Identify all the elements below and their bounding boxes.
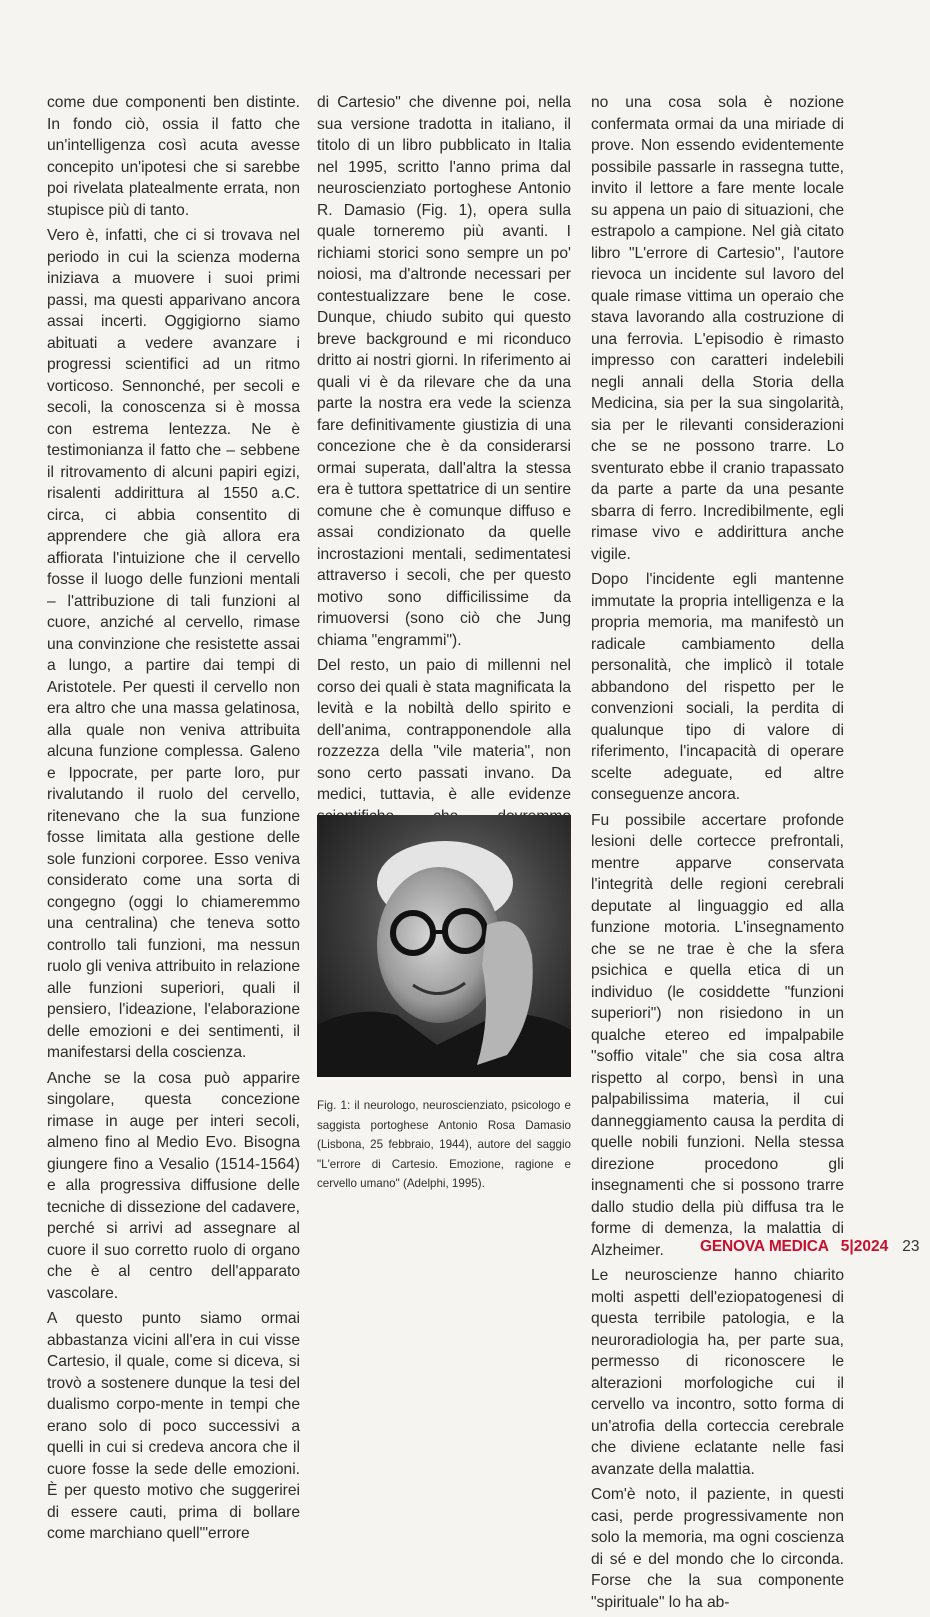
portrait-photo: [317, 815, 571, 1077]
paragraph: no una cosa sola è nozione confermata ormai da una miriade di prove. Non essendo evidentemente possibile passarle in rassegna tutte, invito il lettore a fare mente locale su appena un paio di situazioni, che estrapolo a campione. Nel già citato libro "L'errore di Cartesio", l'autore rievoca un incidente sul lavoro del quale rimase vittima un operaio che stava lavorando alla costruzione di una ferrovia. L'episodio è rimasto impresso con caratteri indelebili negli annali della Storia della Medicina, sia per la sua singolarità, sia per le rilevanti considerazioni che se ne possono trarre. Lo sventurato ebbe il cranio trapassato da parte a parte da una pesante sbarra di ferro. Incredibilmente, egli rimase vivo e addirittura anche vigile.: [591, 94, 844, 563]
paragraph: Del resto, un paio di millenni nel corso dei quali è stata magnificata la levità e la nobiltà dello spirito e dell'anima, contrapponendole alla rozzezza della "vile materia", non sono certo passati invano. Da medici, tuttavia, è alle evidenze: [317, 657, 571, 803]
paragraph: Le neuroscienze hanno chiarito molti aspetti dell'eziopatogenesi di questa terribile patologia, e la neuroradiologia ha, per parte sua, permesso di riconoscere le alterazioni morfologiche cui il cervello va incontro, sotto forma di un'atrofia della corteccia cerebrale che diviene eclatante nelle fasi avanzate della malattia.: [591, 1267, 844, 1478]
figure-caption: Fig. 1: il neurologo, neuroscienziato, psicologo e saggista portoghese Antonio Rosa Damasio (Lisbona, 25 febbraio, 1944), autore del saggio "L'errore di Cartesio. Emozione, ragione e cervello umano" (Adelphi, 1995).: [317, 1099, 571, 1190]
paragraph: Dopo l'incidente egli mantenne immutate la propria intelligenza e la propria memoria, ma manifestò un radicale cambiamento della personalità, che implicò il totale abbandono del rispetto per le convenzioni sociali, la perdita di qualunque tipo di valore di riferimento, l'incapacità di operare scelte adeguate, ed altre conseguenze ancora.: [591, 571, 844, 803]
page-footer: [700, 1238, 920, 1260]
paragraph: Vero è, infatti, che ci si trovava nel periodo in cui la scienza moderna iniziava a muovere i suoi primi passi, ma questi apparivano ancora assai incerti. Oggigiorno siamo abituati a vedere avanzare i progressi scientifici ad un ritmo vorticoso. Sennonché, per secoli e secoli, la conoscenza si è mossa con estrema lentezza. Ne è testimonianza il fatto che – sebbene il ritrovamento di alcuni papiri egizi, risalenti addirittura al 1550 a.C. circa, ci abbia consentito di apprendere che già allora era affiorata l'intuizione che il cervello fosse il luogo delle funzioni mentali – l'attribuzione di tali funzioni al cuore, anziché al cervello, rimase una convinzione che resistette assai a lungo, a partire dai tempi di Aristotele. Per questi il cervello non era altro che una massa gelatinosa, alla quale non veniva attribuita alcuna funzione complessa. Galeno e Ippocrate, per parte loro, pur rivalutando il ruolo del cervello, ritenevano che la sua funzione fosse limitata alla gestione delle sole funzioni corporee. Esso veniva considerato come una sorta di congegno (oggi lo chiameremmo una centralina) che teneva sotto controllo tali funzioni, ma nessun ruolo gli veniva attribuito in relazione alle funzioni superiori, quali il pensiero, l'ideazione, l'elaborazione delle emozioni e dei sentimenti, il manifestarsi della coscienza.: [47, 227, 300, 1061]
text-column-1: [47, 92, 300, 1549]
paragraph: come due componenti ben distinte. In fondo ciò, ossia il fatto che un'intelligenza così acuta avesse concepito un'ipotesi che si sarebbe poi rivelata platealmente errata, non stupisce più di tanto.: [47, 94, 300, 219]
magazine-name-part2: MEDICA: [768, 1238, 829, 1255]
paragraph: Fu possibile accertare profonde lesioni delle cortecce prefrontali, mentre apparve conservata l'integrità delle regioni cerebrali deputate al linguaggio ed alla funzione motoria. L'insegnamento che se ne trae è che la sfera psichica e quella etica di un individuo (le cosiddette "funzioni superiori") non risiedono in un qualche etereo ed impalpabile "soffio vitale" che sia cosa altra rispetto al corpo, bensì in una palpabilissima materia, il cui danneggiamento causa la perdita di quelle nobili funzioni. Nella stessa direzione procedono gli insegnamenti che si possono trarre dallo studio della più diffusa tra le forme di demenza, la malattia di Alzheimer.: [591, 811, 844, 1259]
portrait-illustration: [317, 815, 571, 1077]
issue-number: 5|2024: [840, 1238, 889, 1255]
magazine-name-part1: GENOVA: [700, 1238, 765, 1255]
paragraph: Com'è noto, il paziente, in questi casi, perde progressivamente non solo la memoria, ma ogni coscienza di sé e del mondo che lo circonda. Forse che la sua componente "spirituale" lo ha ab-: [591, 1486, 844, 1611]
page-number: 23: [902, 1238, 920, 1255]
paragraph: Anche se la cosa può apparire singolare, questa concezione rimase in auge per interi secoli, almeno fino al Medio Evo. Bisogna giungere fino a Vesalio (1514-1564) e alla progressiva diffusione delle tecniche di dissezione del cadavere, perché si arrivi ad assegnare al cuore il suo corretto ruolo di organo che è al centro dell'apparato vascolare.: [47, 1069, 300, 1302]
text-column-3: [591, 92, 844, 1617]
paragraph: A questo punto siamo ormai abbastanza vicini all'era in cui visse Cartesio, il quale, come si diceva, si trovò a sostenere dunque la tesi del dualismo corpo-mente in tempi che erano solo di poco successivi a quelli in cui si credeva ancora che il cuore fosse la sede delle emozioni. È per questo motivo che suggerirei di essere cauti, prima di bollare come marchiano quell'"errore: [47, 1310, 300, 1542]
paragraph: di Cartesio" che divenne poi, nella sua versione tradotta in italiano, il titolo di un libro pubblicato in Italia nel 1995, scritto l'anno prima dal neuroscienziato portoghese Antonio R. Damasio (Fig. 1), opera sulla quale torneremo più avanti. I richiami storici sono sempre un po' noiosi, ma d'altronde necessari per contestualizzare bene le cose. Dunque, chiudo subito qui questo breve background e mi riconduco dritto ai nostri giorni. In riferimento ai quali vi è da rilevare che da una parte la nostra era vede la scienza fare definitivamente giustizia di una concezione che è da considerarsi ormai superata, dall'altra la stessa era è tuttora spettatrice di un sentire comune che è comunque diffuso e assai condizionato da quelle incrostazioni mentali, sedimentatesi attraverso i secoli, che per questo motivo sono difficilissime da rimuoversi (sono ciò che Jung chiama "engrammi").: [317, 94, 571, 649]
